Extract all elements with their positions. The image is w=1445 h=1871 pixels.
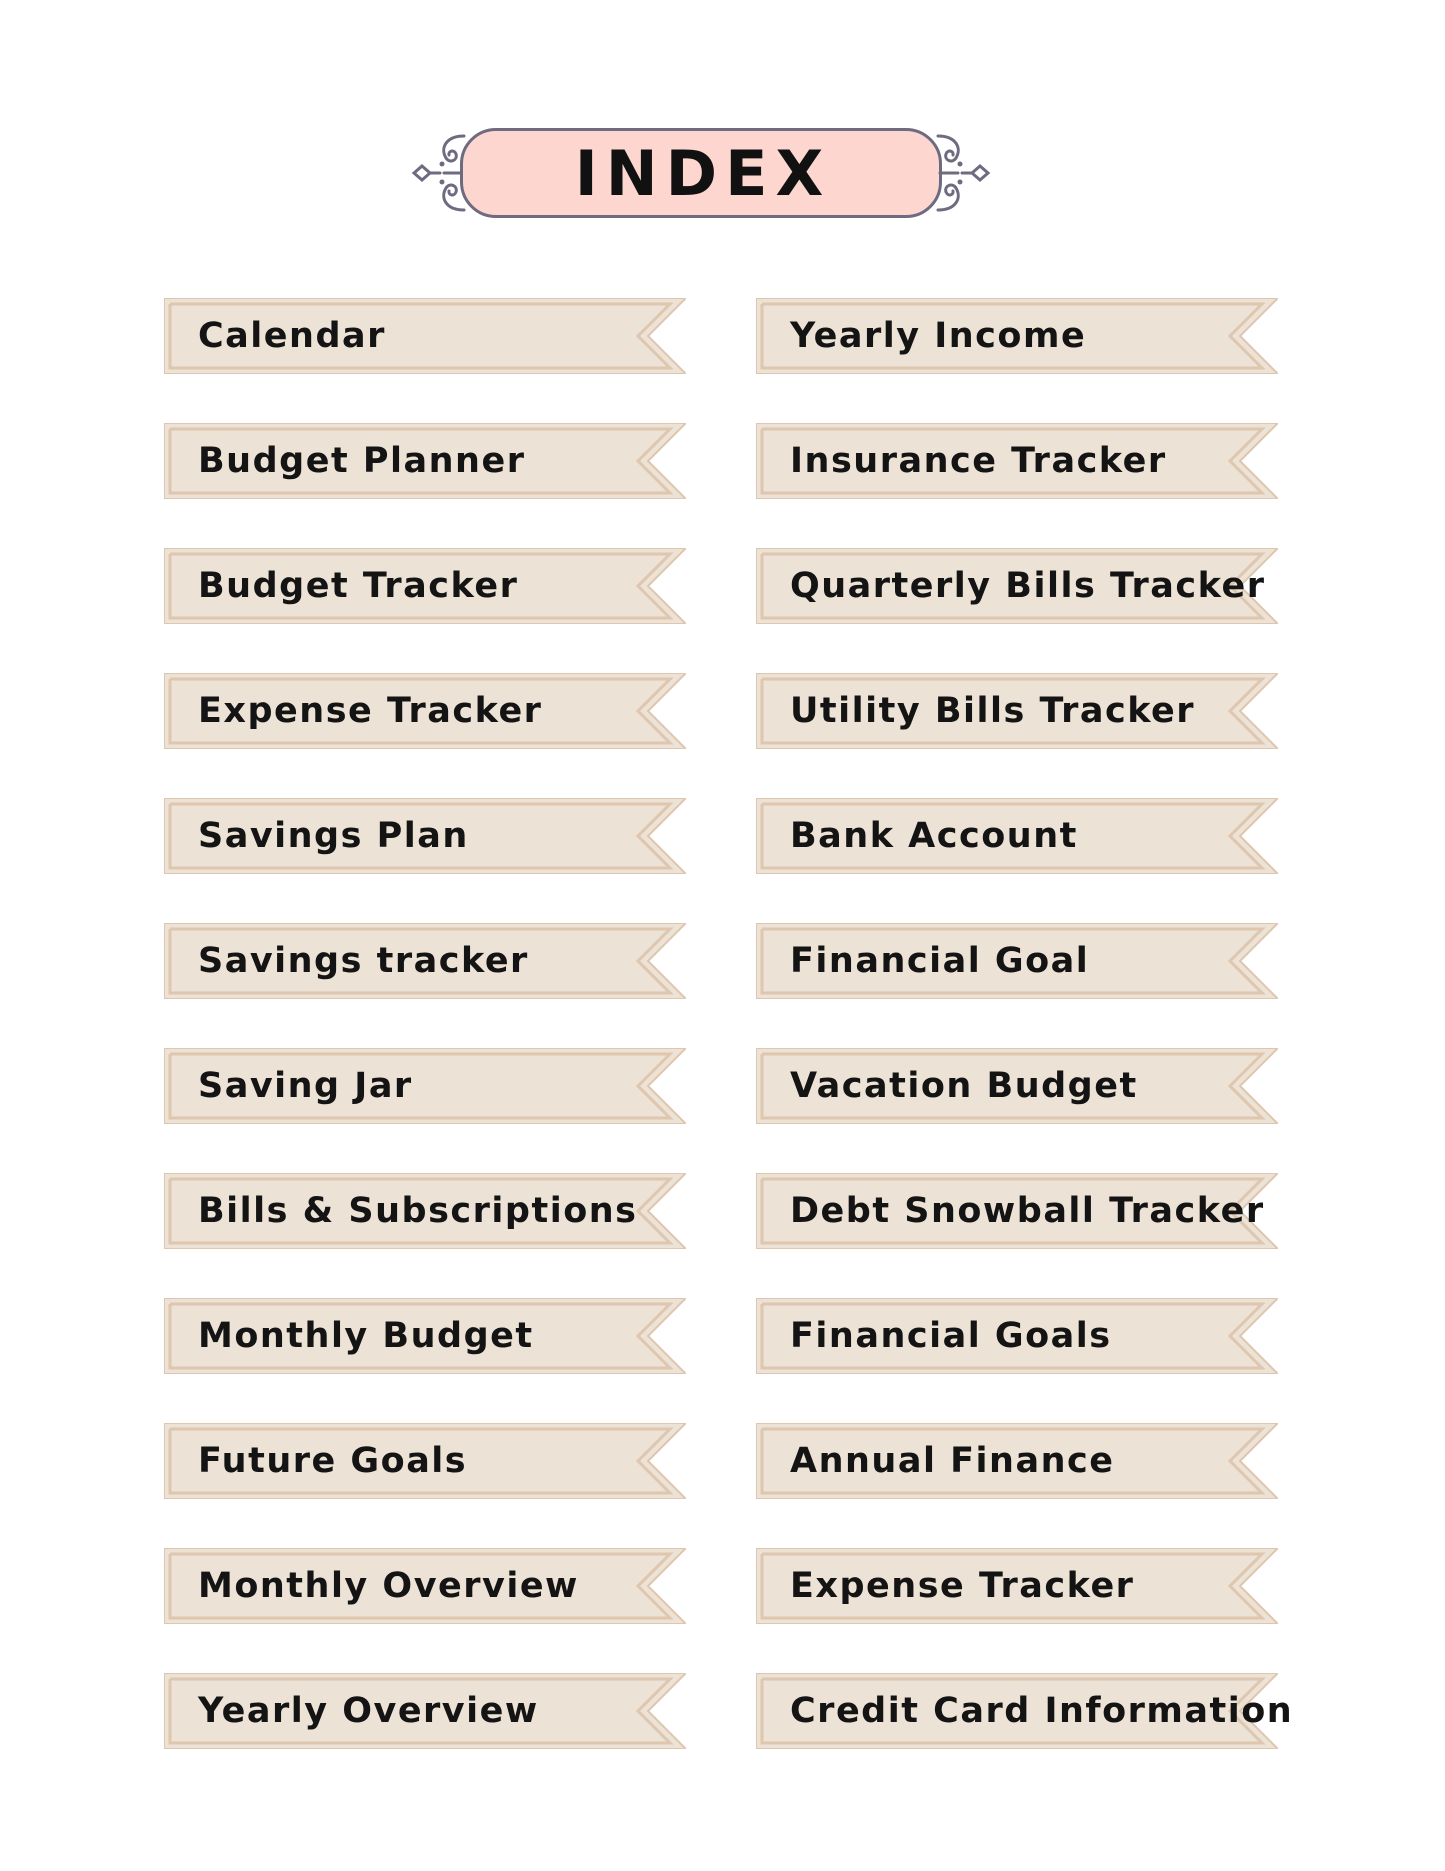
index-item-vacation-budget[interactable]	[756, 1048, 1278, 1124]
index-item-label: Savings tracker	[198, 941, 529, 981]
index-item-saving-jar[interactable]	[164, 1048, 686, 1124]
index-item-insurance-tracker[interactable]	[756, 423, 1278, 499]
index-item-yearly-income[interactable]	[756, 298, 1278, 374]
index-title-banner	[410, 122, 992, 228]
index-item-label: Budget Tracker	[198, 566, 519, 606]
index-item-label: Saving Jar	[198, 1066, 413, 1106]
index-item-future-goals[interactable]	[164, 1423, 686, 1499]
index-item-label: Bills & Subscriptions	[198, 1191, 638, 1231]
index-item-monthly-overview[interactable]	[164, 1548, 686, 1624]
index-item-expense-tracker[interactable]	[164, 673, 686, 749]
index-item-label: Debt Snowball Tracker	[790, 1191, 1265, 1231]
index-item-financial-goals[interactable]	[756, 1298, 1278, 1374]
index-item-label: Financial Goals	[790, 1316, 1112, 1356]
index-item-label: Future Goals	[198, 1441, 468, 1481]
index-item-credit-card-information[interactable]	[756, 1673, 1294, 1749]
index-item-expense-tracker[interactable]	[756, 1548, 1278, 1624]
index-item-bills-and-subscriptions[interactable]	[164, 1173, 686, 1249]
index-item-label: Expense Tracker	[790, 1566, 1135, 1606]
index-item-financial-goal[interactable]	[756, 923, 1278, 999]
index-item-label: Bank Account	[790, 816, 1078, 856]
index-item-calendar[interactable]	[164, 298, 686, 374]
index-item-quarterly-bills-tracker[interactable]	[756, 548, 1278, 624]
index-item-monthly-budget[interactable]	[164, 1298, 686, 1374]
index-item-label: Vacation Budget	[790, 1066, 1138, 1106]
index-grid	[164, 298, 1294, 1749]
ornamental-scroll-icon	[934, 128, 992, 218]
title-pill	[460, 128, 942, 218]
index-item-label: Annual Finance	[790, 1441, 1115, 1481]
index-item-label: Financial Goal	[790, 941, 1090, 981]
index-item-budget-tracker[interactable]	[164, 548, 686, 624]
index-item-label: Monthly Budget	[198, 1316, 534, 1356]
page-title: INDEX	[574, 136, 832, 210]
index-item-bank-account[interactable]	[756, 798, 1278, 874]
index-item-budget-planner[interactable]	[164, 423, 686, 499]
index-item-label: Yearly Income	[790, 316, 1087, 356]
index-item-savings-tracker[interactable]	[164, 923, 686, 999]
index-item-label: Insurance Tracker	[790, 441, 1167, 481]
index-item-annual-finance[interactable]	[756, 1423, 1278, 1499]
index-item-label: Monthly Overview	[198, 1566, 579, 1606]
index-item-debt-snowball-tracker[interactable]	[756, 1173, 1278, 1249]
index-item-label: Utility Bills Tracker	[790, 691, 1196, 731]
index-item-yearly-overview[interactable]	[164, 1673, 686, 1749]
index-item-label: Savings Plan	[198, 816, 469, 856]
index-item-label: Calendar	[198, 316, 386, 356]
index-item-label: Yearly Overview	[198, 1691, 539, 1731]
index-item-utility-bills-tracker[interactable]	[756, 673, 1278, 749]
index-item-savings-plan[interactable]	[164, 798, 686, 874]
index-item-label: Budget Planner	[198, 441, 526, 481]
index-item-label: Expense Tracker	[198, 691, 543, 731]
index-item-label: Credit Card Information	[790, 1691, 1294, 1731]
index-item-label: Quarterly Bills Tracker	[790, 566, 1266, 606]
